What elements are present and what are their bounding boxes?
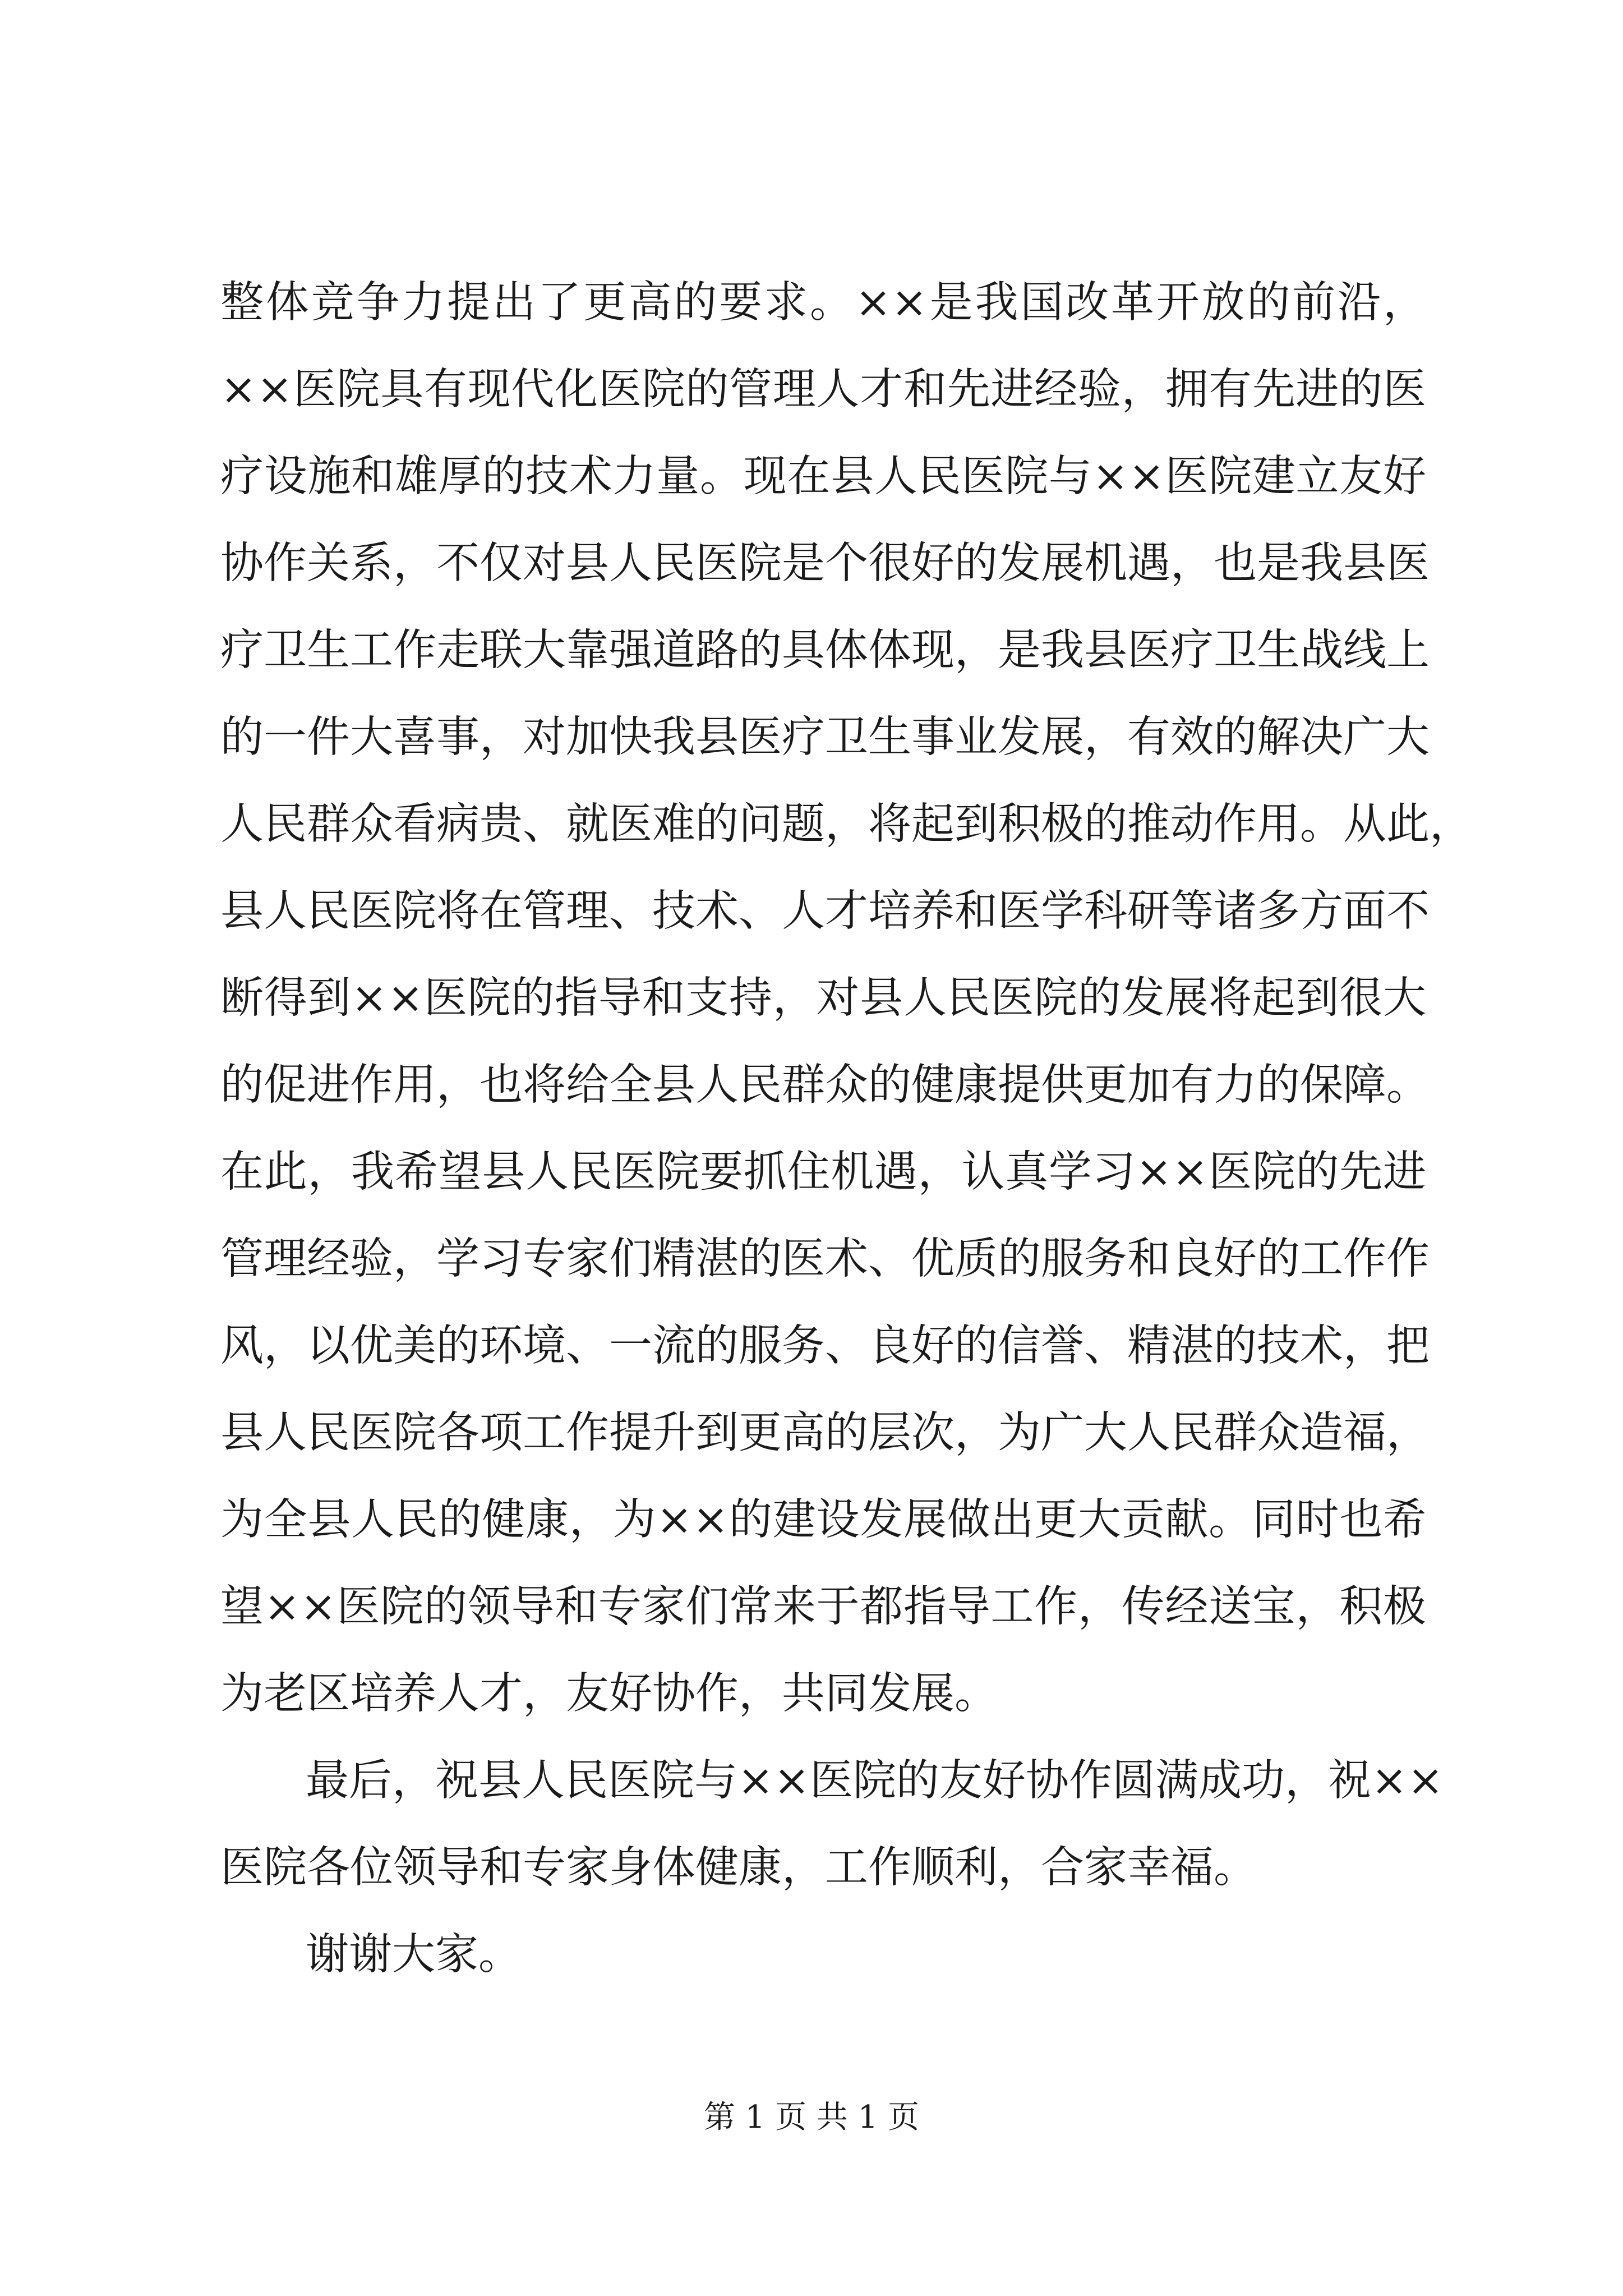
text-line: 的促进作用，也将给全县人民群众的健康提供更加有力的保障。 [220, 1060, 1430, 1110]
text-line: 在此，我希望县人民医院要抓住机遇，认真学习××医院的先进 [220, 1147, 1426, 1197]
text-line: 疗设施和雄厚的技术力量。现在县人民医院与××医院建立友好 [220, 452, 1426, 501]
text-line: 断得到××医院的指导和支持，对县人民医院的发展将起到很大 [220, 973, 1426, 1023]
text-line: 风，以优美的环境、一流的服务、良好的信誉、精湛的技术，把 [220, 1321, 1430, 1371]
text-line: 整体竞争力提出了更高的要求。××是我国改革开放的前沿， [220, 278, 1426, 328]
text-line: 望××医院的领导和专家们常来于都指导工作，传经送宝，积极 [220, 1582, 1426, 1632]
text-line: 县人民医院各项工作提升到更高的层次，为广大人民群众造福， [220, 1408, 1430, 1458]
text-line: 医院各位领导和专家身体健康，工作顺利，合家幸福。 [220, 1843, 1257, 1893]
document-body [220, 259, 1473, 1998]
text-line: 人民群众看病贵、就医难的问题，将起到积极的推动作用。从此， [220, 799, 1473, 849]
text-line: 最后，祝县人民医院与××医院的友好协作圆满成功，祝×× [306, 1756, 1444, 1806]
text-line: 谢谢大家。 [306, 1930, 522, 1980]
text-line: 县人民医院将在管理、技术、人才培养和医学科研等诸多方面不 [220, 886, 1430, 936]
text-line: 管理经验，学习专家们精湛的医术、优质的服务和良好的工作作 [220, 1234, 1430, 1284]
text-line: 的一件大喜事，对加快我县医疗卫生事业发展，有效的解决广大 [220, 712, 1430, 762]
page-number-footer: 第 1 页 共 1 页 [703, 2099, 920, 2136]
text-line: 为全县人民的健康，为××的建设发展做出更大贡献。同时也希 [220, 1495, 1426, 1545]
text-line: ××医院具有现代化医院的管理人才和先进经验，拥有先进的医 [220, 365, 1426, 415]
text-line: 协作关系，不仅对县人民医院是个很好的发展机遇，也是我县医 [220, 539, 1430, 588]
text-line: 为老区培养人才，友好协作，共同发展。 [220, 1669, 998, 1719]
text-line: 疗卫生工作走联大靠强道路的具体体现，是我县医疗卫生战线上 [220, 625, 1430, 675]
